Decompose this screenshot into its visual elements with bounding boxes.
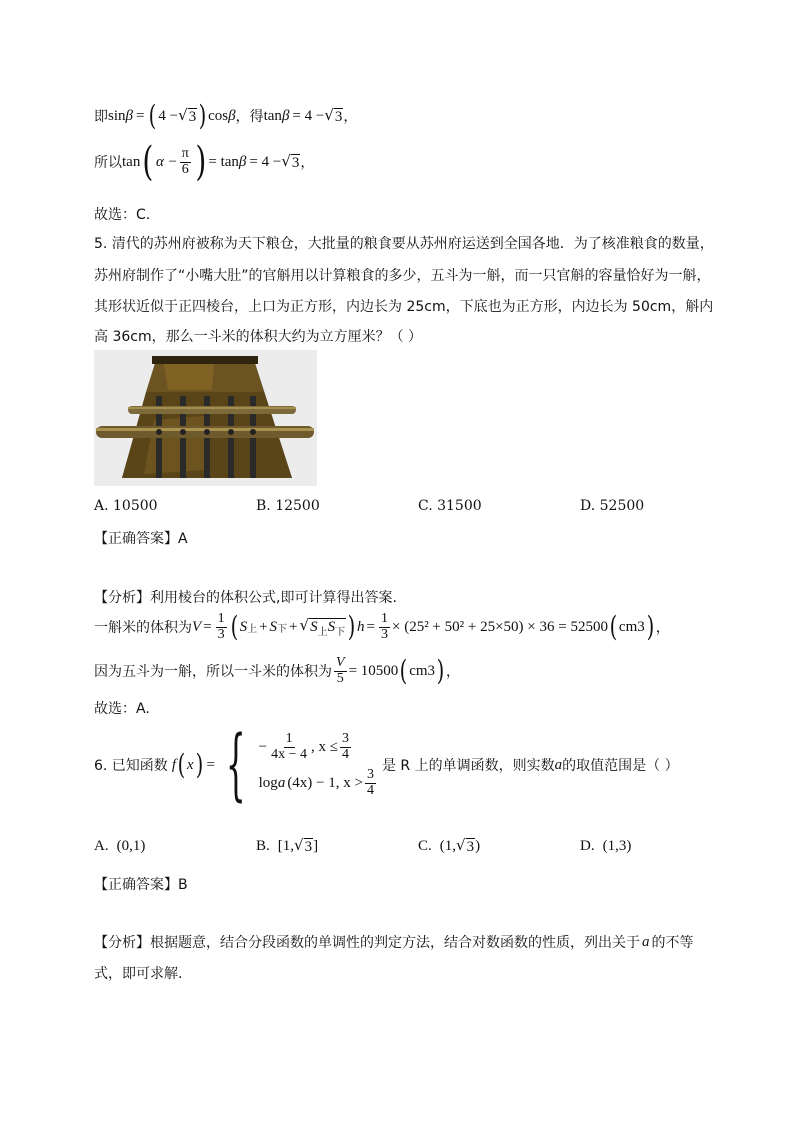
q6-analysis-line-1: [94, 932, 694, 952]
math-s: S: [239, 618, 248, 635]
math-s: S: [327, 619, 336, 636]
numerator: π: [181, 145, 189, 161]
case-2: [259, 768, 378, 798]
q6-analysis-line-2: 式，即可求解.: [94, 966, 183, 982]
sqrt-3: √ 3: [456, 836, 475, 855]
text: 【分析】根据题意，结合分段函数的单调性的判定方法，结合对数函数的性质，列出关于: [94, 935, 640, 951]
paren-open: (: [230, 610, 238, 644]
math-f: f: [171, 756, 176, 773]
subscript: 上: [317, 627, 328, 639]
numerator: 3: [342, 731, 349, 746]
subscript: 下: [277, 623, 288, 635]
denominator: 4: [342, 746, 349, 762]
math-tan: tan: [122, 153, 141, 170]
math-tan: = tan: [208, 153, 239, 170]
paren-close: ): [195, 748, 203, 782]
math-beta: β: [228, 107, 236, 124]
denominator: 4: [366, 783, 374, 799]
text: ，: [445, 664, 460, 681]
q5-line-2: 苏州府制作了“小嘴大肚”的官斛用以计算粮食的多少，五斗为一斛，而一只官斛的容量恰好为一斛，: [94, 268, 711, 284]
fraction-v-5: [334, 656, 347, 686]
subscript: 上: [247, 623, 258, 635]
solution-line-2: [94, 139, 315, 185]
subscript: 下: [335, 627, 346, 639]
math-value: = 10500: [348, 662, 399, 679]
math-beta: β: [125, 107, 133, 124]
denominator: 4x − 4: [271, 746, 308, 762]
math-sin: sin: [108, 107, 126, 124]
paren-close: ): [195, 139, 207, 185]
superscript: 3: [427, 662, 436, 679]
option-value: (1,3): [602, 838, 632, 854]
q6-answer: 【正确答案】B: [94, 877, 188, 893]
q5-option-c: C. 31500: [418, 498, 482, 514]
q6-option-a: [94, 838, 145, 855]
math-v: V: [192, 618, 202, 635]
math-calc: × (25² + 50² + 25×50) × 36 = 52500: [391, 618, 608, 635]
sqrt-3: √ 3: [281, 152, 300, 171]
option-label: A.: [94, 838, 109, 854]
fraction-pi-6: [180, 147, 191, 177]
math-beta: β: [238, 153, 247, 170]
q5-solution-line-1: [94, 612, 670, 642]
piecewise-cases: [259, 732, 378, 799]
option-value: [1,: [277, 837, 295, 854]
math-alpha: α −: [155, 153, 178, 170]
fraction-3-4: [340, 732, 351, 762]
fraction-1-over-4x-4: [269, 732, 309, 762]
sqrt-3: √ 3: [178, 106, 197, 125]
text: 6. 已知函数: [94, 758, 168, 775]
grain-measure-image: [94, 350, 317, 486]
math-a: a: [554, 756, 563, 773]
text: 是 R 上的单调函数，则实数: [381, 758, 555, 775]
math-four-minus: 4 −: [158, 107, 179, 124]
math-beta: β: [281, 107, 290, 124]
text: 即: [94, 109, 108, 125]
numerator: V: [336, 655, 345, 670]
case-1: [259, 732, 378, 762]
math-a: a: [642, 933, 650, 950]
denominator: 3: [380, 626, 388, 642]
math-eq: = 4 −: [249, 153, 282, 170]
superscript: 3: [637, 618, 645, 635]
grain-measure-photo: [94, 350, 317, 486]
option-value: ): [475, 837, 481, 854]
unit: cm: [618, 618, 638, 635]
option-label: B.: [256, 837, 270, 854]
sqrt-3: √ 3: [294, 836, 313, 855]
text: ，: [343, 109, 358, 125]
paren-close: ): [347, 610, 356, 644]
paren-open: (: [142, 139, 154, 185]
math-tan: tan: [263, 107, 282, 124]
q6-option-d: [580, 838, 631, 855]
math-eq: =: [206, 756, 215, 773]
text: ，: [300, 155, 315, 171]
q5-line-3: 其形状近似于正四棱台，上口为正方形，内边长为 25cm，下底也为正方形，内边长为 50cm，斛内: [94, 299, 714, 315]
q5-solution-line-2: [94, 656, 460, 686]
option-value: (0,1): [116, 838, 146, 854]
paren-close: ): [198, 99, 207, 132]
text: ，得: [235, 109, 264, 125]
text: 的不等: [651, 935, 694, 951]
denominator: 6: [181, 161, 189, 177]
q5-line-1: 5. 清代的苏州府被称为天下粮仓，大批量的粮食要从苏州府运送到全国各地．为了核准粮食的数量，: [94, 236, 714, 252]
math-plus: +: [289, 618, 298, 635]
choose-a: 故选：A.: [94, 701, 150, 717]
math-s: S: [310, 619, 318, 636]
denominator: 5: [336, 670, 344, 686]
radicand: 3: [188, 109, 197, 125]
q5-answer: 【正确答案】A: [94, 531, 188, 547]
q5-line-4: 高 36cm，那么一斗米的体积大约为立方厘米？（ ）: [94, 329, 423, 345]
numerator: 1: [285, 731, 293, 746]
subscript: a: [277, 775, 286, 792]
q6-option-b: [256, 836, 318, 856]
radicand: 3: [291, 155, 300, 171]
q6-option-c: [418, 836, 480, 856]
condition: (4x) − 1, x >: [287, 775, 363, 792]
q6-stem: [94, 720, 679, 811]
q5-option-b: B. 12500: [256, 498, 320, 514]
numerator: 3: [366, 767, 374, 783]
fraction-1-3: [379, 612, 390, 642]
text: 一斛米的体积为: [94, 620, 192, 637]
option-value: (1,: [439, 837, 457, 854]
fraction-3-4: [365, 768, 376, 798]
math-log: log: [258, 775, 278, 792]
paren-close: ): [646, 610, 655, 644]
math-minus: −: [258, 738, 268, 755]
denominator: 3: [217, 626, 225, 642]
math-eq: =: [136, 107, 145, 124]
numerator: 1: [217, 611, 225, 626]
paren-open: (: [149, 99, 157, 132]
q5-option-d: D. 52500: [580, 498, 645, 514]
math-x: x: [186, 756, 194, 773]
math-h: h: [357, 618, 365, 635]
paren-open: (: [399, 654, 408, 688]
math-eq: =: [366, 618, 375, 635]
fraction-1-3: [216, 612, 227, 642]
math-eq: =: [203, 618, 212, 635]
unit: cm: [409, 662, 428, 679]
q5-analysis: 【分析】利用棱台的体积公式,即可计算得出答案.: [94, 590, 397, 606]
choose-c: 故选：C.: [94, 207, 151, 223]
sqrt-s-product: √ $S_上S_下$: [299, 616, 346, 639]
numerator: 1: [380, 611, 388, 626]
radicand: 3: [466, 839, 475, 855]
radicand: 3: [304, 839, 313, 855]
sqrt-3: √ 3: [324, 106, 343, 125]
text: 的取值范围是（ ）: [562, 758, 679, 775]
q5-option-a: A. 10500: [94, 498, 158, 514]
text: 所以: [94, 155, 122, 171]
math-s: S: [269, 618, 278, 635]
text: ，: [655, 620, 670, 637]
option-label: D.: [580, 838, 595, 854]
piecewise-brace: {: [225, 720, 246, 811]
option-label: C.: [418, 837, 432, 854]
condition: , x ≤: [311, 738, 338, 755]
math-cos: cos: [208, 107, 229, 124]
option-value: ]: [313, 837, 319, 854]
math-eq: = 4 −: [292, 107, 325, 124]
text: 因为五斗为一斛，所以一斗米的体积为: [94, 664, 332, 681]
solution-line-1: [94, 99, 358, 132]
math-plus: +: [259, 618, 268, 635]
paren-open: (: [609, 610, 618, 644]
radicand: 3: [334, 109, 343, 125]
paren-open: (: [177, 748, 186, 782]
paren-close: ): [436, 654, 445, 688]
